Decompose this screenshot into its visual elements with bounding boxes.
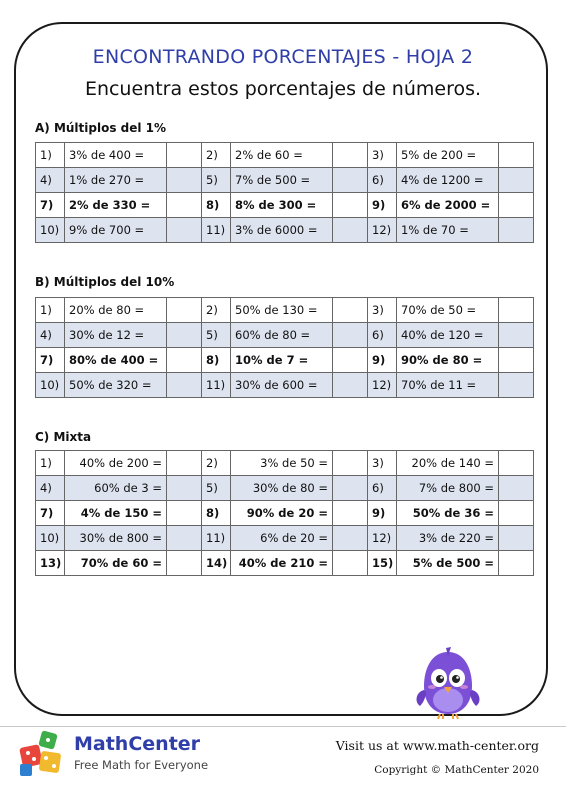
table-row (36, 501, 534, 526)
problem-number: 9) (368, 501, 397, 526)
problem-number: 1) (36, 298, 65, 323)
problem-question: 40% de 200 = (65, 451, 167, 476)
answer-box[interactable] (333, 193, 368, 218)
table-row (36, 526, 534, 551)
answer-box[interactable] (499, 193, 534, 218)
problem-question: 7% de 500 = (231, 168, 333, 193)
section-a-heading: A) Múltiplos del 1% (35, 121, 167, 135)
table-row (36, 143, 534, 168)
problem-question: 2% de 330 = (65, 193, 167, 218)
website-link[interactable]: Visit us at www.math-center.org (335, 738, 539, 753)
problem-question: 1% de 70 = (397, 218, 499, 243)
problem-question: 1% de 270 = (65, 168, 167, 193)
answer-box[interactable] (333, 298, 368, 323)
answer-box[interactable] (167, 298, 202, 323)
problem-question: 90% de 20 = (231, 501, 333, 526)
problem-number: 15) (368, 551, 397, 576)
answer-box[interactable] (167, 526, 202, 551)
problem-number: 9) (368, 348, 397, 373)
answer-box[interactable] (499, 348, 534, 373)
answer-box[interactable] (333, 218, 368, 243)
problem-question: 70% de 50 = (397, 298, 499, 323)
answer-box[interactable] (333, 476, 368, 501)
problem-number: 11) (202, 218, 231, 243)
problem-question: 5% de 200 = (397, 143, 499, 168)
problem-number: 5) (202, 168, 231, 193)
answer-box[interactable] (333, 168, 368, 193)
problem-number: 8) (202, 501, 231, 526)
problem-question: 4% de 1200 = (397, 168, 499, 193)
problem-number: 12) (368, 373, 397, 398)
answer-box[interactable] (167, 451, 202, 476)
problem-question: 70% de 60 = (65, 551, 167, 576)
table-row (36, 451, 534, 476)
answer-box[interactable] (167, 373, 202, 398)
brand-tagline: Free Math for Everyone (74, 758, 209, 772)
answer-box[interactable] (167, 218, 202, 243)
problem-question: 30% de 800 = (65, 526, 167, 551)
answer-box[interactable] (167, 501, 202, 526)
table-row (36, 193, 534, 218)
problem-number: 5) (202, 476, 231, 501)
problem-question: 50% de 130 = (231, 298, 333, 323)
dice-cubes-logo-icon (18, 728, 68, 776)
problem-question: 9% de 700 = (65, 218, 167, 243)
answer-box[interactable] (333, 143, 368, 168)
problem-question: 80% de 400 = (65, 348, 167, 373)
section-c-heading: C) Mixta (35, 430, 92, 444)
problem-question: 30% de 600 = (231, 373, 333, 398)
problem-question: 5% de 500 = (397, 551, 499, 576)
problem-number: 7) (36, 501, 65, 526)
copyright-notice: Copyright © MathCenter 2020 (374, 764, 539, 776)
answer-box[interactable] (499, 501, 534, 526)
problem-number: 10) (36, 373, 65, 398)
problem-question: 3% de 220 = (397, 526, 499, 551)
problem-number: 12) (368, 526, 397, 551)
problem-number: 4) (36, 476, 65, 501)
problem-question: 40% de 120 = (397, 323, 499, 348)
problem-number: 7) (36, 193, 65, 218)
answer-box[interactable] (499, 373, 534, 398)
answer-box[interactable] (499, 551, 534, 576)
answer-box[interactable] (499, 476, 534, 501)
answer-box[interactable] (333, 373, 368, 398)
answer-box[interactable] (499, 526, 534, 551)
answer-box[interactable] (167, 323, 202, 348)
problem-question: 50% de 36 = (397, 501, 499, 526)
answer-box[interactable] (333, 348, 368, 373)
problem-number: 6) (368, 168, 397, 193)
table-row (36, 373, 534, 398)
worksheet-title: ENCONTRANDO PORCENTAJES - HOJA 2 (92, 46, 474, 68)
section-c-table (35, 450, 534, 576)
problem-question: 2% de 60 = (231, 143, 333, 168)
problem-question: 8% de 300 = (231, 193, 333, 218)
problem-question: 3% de 400 = (65, 143, 167, 168)
purple-bird-mascot-icon (412, 646, 484, 720)
problem-question: 30% de 80 = (231, 476, 333, 501)
problem-question: 10% de 7 = (231, 348, 333, 373)
section-b-heading: B) Múltiplos del 10% (35, 275, 175, 289)
problem-number: 3) (368, 298, 397, 323)
answer-box[interactable] (167, 143, 202, 168)
section-b-table (35, 297, 534, 398)
problem-number: 1) (36, 143, 65, 168)
problem-question: 90% de 80 = (397, 348, 499, 373)
answer-box[interactable] (167, 168, 202, 193)
problem-number: 7) (36, 348, 65, 373)
problem-number: 4) (36, 323, 65, 348)
footer-divider (0, 726, 566, 727)
problem-question: 40% de 210 = (231, 551, 333, 576)
problem-number: 6) (368, 476, 397, 501)
answer-box[interactable] (499, 168, 534, 193)
problem-question: 70% de 11 = (397, 373, 499, 398)
problem-question: 50% de 320 = (65, 373, 167, 398)
problem-number: 8) (202, 193, 231, 218)
answer-box[interactable] (499, 143, 534, 168)
problem-number: 11) (202, 373, 231, 398)
problem-question: 4% de 150 = (65, 501, 167, 526)
problem-number: 10) (36, 526, 65, 551)
problem-question: 3% de 50 = (231, 451, 333, 476)
problem-number: 8) (202, 348, 231, 373)
answer-box[interactable] (499, 451, 534, 476)
problem-number: 3) (368, 143, 397, 168)
table-row (36, 168, 534, 193)
problem-question: 6% de 2000 = (397, 193, 499, 218)
problem-question: 20% de 80 = (65, 298, 167, 323)
problem-number: 2) (202, 451, 231, 476)
problem-question: 30% de 12 = (65, 323, 167, 348)
answer-box[interactable] (333, 323, 368, 348)
problem-question: 60% de 3 = (65, 476, 167, 501)
table-row (36, 348, 534, 373)
answer-box[interactable] (333, 526, 368, 551)
answer-box[interactable] (333, 451, 368, 476)
answer-box[interactable] (499, 323, 534, 348)
table-row (36, 323, 534, 348)
problem-number: 14) (202, 551, 231, 576)
problem-number: 2) (202, 143, 231, 168)
answer-box[interactable] (167, 551, 202, 576)
answer-box[interactable] (333, 551, 368, 576)
problem-number: 1) (36, 451, 65, 476)
answer-box[interactable] (167, 348, 202, 373)
section-a-table (35, 142, 534, 243)
problem-question: 20% de 140 = (397, 451, 499, 476)
brand-name: MathCenter (74, 733, 201, 755)
problem-number: 4) (36, 168, 65, 193)
answer-box[interactable] (167, 193, 202, 218)
problem-number: 6) (368, 323, 397, 348)
problem-number: 10) (36, 218, 65, 243)
problem-number: 5) (202, 323, 231, 348)
worksheet-instructions: Encuentra estos porcentajes de números. (84, 78, 482, 100)
problem-question: 6% de 20 = (231, 526, 333, 551)
table-row (36, 551, 534, 576)
answer-box[interactable] (333, 501, 368, 526)
problem-number: 2) (202, 298, 231, 323)
problem-number: 11) (202, 526, 231, 551)
table-row (36, 298, 534, 323)
problem-number: 9) (368, 193, 397, 218)
problem-question: 60% de 80 = (231, 323, 333, 348)
table-row (36, 218, 534, 243)
problem-number: 3) (368, 451, 397, 476)
answer-box[interactable] (167, 476, 202, 501)
answer-box[interactable] (499, 218, 534, 243)
problem-number: 13) (36, 551, 65, 576)
table-row (36, 476, 534, 501)
answer-box[interactable] (499, 298, 534, 323)
problem-question: 3% de 6000 = (231, 218, 333, 243)
problem-number: 12) (368, 218, 397, 243)
problem-question: 7% de 800 = (397, 476, 499, 501)
